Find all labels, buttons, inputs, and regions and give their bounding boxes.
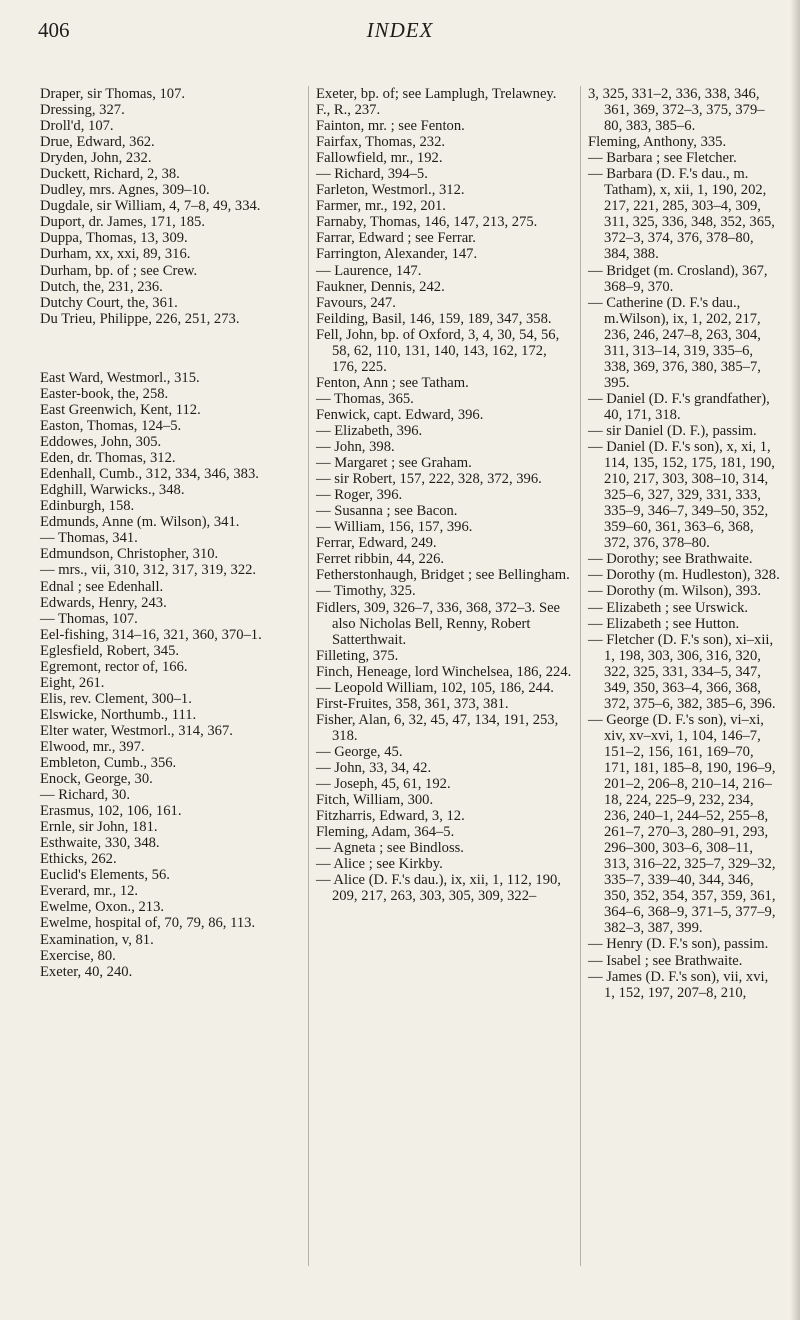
- column-divider: [308, 86, 309, 1266]
- index-entry: — Catherine (D. F.'s dau., m.Wilson), ix, 1, 202, 217, 236, 246, 247–8, 263, 304, 311, 313–14, 319, 335–6, 338, 369, 376, 380, 385–7, 395.: [588, 294, 761, 391]
- index-entry: Farrar, Edward ; see Ferrar.: [316, 230, 476, 247]
- index-entry: Everard, mr., 12.: [40, 883, 139, 900]
- index-entry: — Laurence, 147.: [316, 262, 422, 279]
- index-entry: Durham, xx, xxi, 89, 316.: [40, 246, 191, 263]
- index-entry: Ewelme, hospital of, 70, 79, 86, 113.: [40, 915, 256, 932]
- index-entry: Eel-fishing, 314–16, 321, 360, 370–1.: [40, 626, 262, 643]
- index-entry: Drue, Edward, 362.: [40, 134, 155, 151]
- index-entry: — Thomas, 107.: [40, 610, 138, 627]
- index-entry: Fidlers, 309, 326–7, 336, 368, 372–3. See also Nicholas Bell, Renny, Robert Satterthwait.: [316, 599, 561, 648]
- index-entry: Ednal ; see Edenhall.: [40, 578, 164, 595]
- index-entry: Farleton, Westmorl., 312.: [316, 182, 465, 199]
- index-entry: — sir Daniel (D. F.), passim.: [588, 422, 757, 439]
- index-entry: — Barbara (D. F.'s dau., m. Tatham), x, xii, 1, 190, 202, 217, 221, 285, 303–4, 309, 311, 325, 336, 348, 352, 365, 372–3, 374, 376, 378–80, 384, 388.: [588, 166, 775, 263]
- index-entry: Euclid's Elements, 56.: [40, 867, 170, 884]
- index-entry: Eden, dr. Thomas, 312.: [40, 450, 176, 467]
- index-entry: — Leopold William, 102, 105, 186, 244.: [316, 679, 554, 696]
- index-entry: — John, 398.: [316, 439, 395, 456]
- index-entry: Fleming, Adam, 364–5.: [316, 824, 455, 841]
- index-entry: Exercise, 80.: [40, 947, 116, 964]
- index-entry: Eglesfield, Robert, 345.: [40, 642, 180, 659]
- index-entry: Finch, Heneage, lord Winchelsea, 186, 224.: [316, 663, 572, 680]
- index-entry: Edwards, Henry, 243.: [40, 594, 167, 611]
- index-entry: Edmundson, Christopher, 310.: [40, 546, 219, 563]
- index-entry: Examination, v, 81.: [40, 931, 154, 948]
- index-entry: Embleton, Cumb., 356.: [40, 755, 177, 772]
- index-entry: Draper, sir Thomas, 107.: [40, 86, 186, 102]
- index-entry: Edenhall, Cumb., 312, 334, 346, 383.: [40, 466, 259, 483]
- index-entry: Elwood, mr., 397.: [40, 738, 145, 755]
- index-entry: Dudley, mrs. Agnes, 309–10.: [40, 182, 210, 199]
- index-entry: — Roger, 396.: [316, 487, 403, 504]
- index-entry: Feilding, Basil, 146, 159, 189, 347, 358.: [316, 310, 552, 327]
- index-entry: Exeter, bp. of; see Lamplugh, Trelawney.: [316, 86, 557, 102]
- index-entry: Droll'd, 107.: [40, 118, 114, 135]
- index-entry: Filleting, 375.: [316, 647, 399, 664]
- index-entry: — John, 33, 34, 42.: [316, 759, 432, 776]
- index-entry: Farmer, mr., 192, 201.: [316, 198, 446, 215]
- page-number: 406: [38, 18, 70, 42]
- index-entry: Egremont, rector of, 166.: [40, 658, 188, 675]
- index-entry: Fisher, Alan, 6, 32, 45, 47, 134, 191, 253, 318.: [316, 711, 559, 744]
- index-entry: Fainton, mr. ; see Fenton.: [316, 118, 465, 135]
- index-entry: First-Fruites, 358, 361, 373, 381.: [316, 695, 509, 712]
- index-entry: Fairfax, Thomas, 232.: [316, 134, 446, 151]
- index-entry: Fitch, William, 300.: [316, 792, 434, 809]
- index-entry: Elswicke, Northumb., 111.: [40, 706, 197, 723]
- index-entry: Ethicks, 262.: [40, 851, 117, 868]
- index-entry: Dressing, 327.: [40, 102, 125, 119]
- index-entry: Farrington, Alexander, 147.: [316, 246, 478, 263]
- index-entry: — Richard, 30.: [40, 787, 130, 804]
- index-entry: East Ward, Westmorl., 315.: [40, 369, 200, 386]
- index-entry: Edinburgh, 158.: [40, 498, 135, 515]
- index-entry: — Barbara ; see Fletcher.: [588, 150, 737, 167]
- index-entry: Favours, 247.: [316, 294, 396, 311]
- index-entry: 3, 325, 331–2, 336, 338, 346, 361, 369, 372–3, 375, 379–80, 383, 385–6.: [588, 86, 765, 135]
- index-entry: Ernle, sir John, 181.: [40, 819, 158, 836]
- index-entry: Durham, bp. of ; see Crew.: [40, 262, 198, 279]
- index-entry: Fitzharris, Edward, 3, 12.: [316, 808, 465, 825]
- index-entry: Easton, Thomas, 124–5.: [40, 418, 182, 435]
- index-entry: Enock, George, 30.: [40, 771, 153, 788]
- index-entry: — Alice ; see Kirkby.: [316, 856, 443, 873]
- index-entry: — Susanna ; see Bacon.: [316, 503, 458, 520]
- index-entry: Eight, 261.: [40, 674, 105, 691]
- page-title: INDEX: [366, 18, 434, 42]
- index-entry: — mrs., vii, 310, 312, 317, 319, 322.: [40, 562, 257, 579]
- index-entry: Fenton, Ann ; see Tatham.: [316, 374, 469, 391]
- index-entry: Fallowfield, mr., 192.: [316, 150, 443, 167]
- index-entry: Duport, dr. James, 171, 185.: [40, 214, 205, 231]
- index-entry: — Henry (D. F.'s son), passim.: [588, 936, 769, 953]
- index-entry: — George, 45.: [316, 743, 403, 760]
- index-entry: — William, 156, 157, 396.: [316, 519, 473, 536]
- index-entry: — Dorothy; see Brathwaite.: [588, 551, 753, 568]
- index-entry: — James (D. F.'s son), vii, xvi, 1, 152, 197, 207–8, 210,: [588, 968, 769, 1001]
- index-entry: Dutchy Court, the, 361.: [40, 294, 178, 311]
- index-entry: — Fletcher (D. F.'s son), xi–xii, 1, 198, 303, 306, 316, 320, 322, 325, 331, 334–5, 347, 349, 350, 363–4, 366, 368, 372, 375–6, 382, 385–6, 396.: [588, 631, 776, 712]
- index-entry: Ferret ribbin, 44, 226.: [316, 551, 445, 568]
- index-entry: Duckett, Richard, 2, 38.: [40, 166, 180, 183]
- index-entry: — Dorothy (m. Wilson), 393.: [588, 583, 762, 600]
- index-entry: Du Trieu, Philippe, 226, 251, 273.: [40, 310, 240, 327]
- index-entry: Exeter, 40, 240.: [40, 963, 133, 980]
- index-entry: Fenwick, capt. Edward, 396.: [316, 406, 484, 423]
- index-entry: — Elizabeth ; see Hutton.: [588, 615, 740, 632]
- index-entry: Edmunds, Anne (m. Wilson), 341.: [40, 514, 240, 531]
- index-entry: — Elizabeth ; see Urswick.: [588, 599, 749, 616]
- index-entry: — George (D. F.'s son), vi–xi, xiv, xv–xvi, 1, 104, 146–7, 151–2, 156, 161, 169–70, 171, 181, 185–8, 190, 196–9, 201–2, 206–8, 210–14, 216–18, 224, 225–9, 232, 234, 236, 240–1, 244–52, 255–8, 261–7, 270–3, 280–91, 293, 296–300, 303–6, 308–11, 313, 316–22, 325–7, 329–32, 335–7, 339–40, 344, 346, 350, 352, 354, 357, 359, 361, 364–6, 368–9, 371–5, 377–9, 382–3, 387, 399.: [588, 711, 776, 937]
- index-column-3: [588, 86, 780, 1001]
- index-entry: — Margaret ; see Graham.: [316, 455, 472, 472]
- index-entry: East Greenwich, Kent, 112.: [40, 401, 201, 418]
- index-entry: Dutch, the, 231, 236.: [40, 278, 163, 295]
- index-entry: Dryden, John, 232.: [40, 150, 152, 167]
- index-entry: Farnaby, Thomas, 146, 147, 213, 275.: [316, 214, 538, 231]
- index-entry: Easter-book, the, 258.: [40, 385, 169, 402]
- index-entry: — Daniel (D. F.'s son), x, xi, 1, 114, 135, 152, 175, 181, 190, 210, 217, 303, 308–10, 314, 325–6, 327, 329, 331, 333, 335–9, 346–7, 349–50, 352, 359–60, 361, 363–6, 368, 372, 376, 378–80.: [588, 439, 775, 552]
- index-entry: — Daniel (D. F.'s grandfather), 40, 171, 318.: [588, 390, 770, 423]
- index-entry: — Isabel ; see Brathwaite.: [588, 952, 743, 969]
- index-column-1: [40, 86, 300, 980]
- page-edge-shadow: [790, 0, 800, 1320]
- index-entry: — Timothy, 325.: [316, 583, 416, 600]
- index-entry: Elis, rev. Clement, 300–1.: [40, 690, 192, 707]
- section-gap: [40, 341, 300, 355]
- index-entry: — Bridget (m. Crosland), 367, 368–9, 370.: [588, 262, 768, 295]
- index-entry: — Elizabeth, 396.: [316, 422, 423, 439]
- index-column-2: [316, 86, 572, 904]
- index-entry: Fleming, Anthony, 335.: [588, 134, 727, 151]
- index-entry: Fetherstonhaugh, Bridget ; see Bellingham.: [316, 567, 570, 584]
- index-entry: Esthwaite, 330, 348.: [40, 835, 160, 852]
- index-entry: Faukner, Dennis, 242.: [316, 278, 445, 295]
- index-entry: — sir Robert, 157, 222, 328, 372, 396.: [316, 471, 542, 488]
- index-entry: — Dorothy (m. Hudleston), 328.: [588, 567, 780, 584]
- index-entry: Dugdale, sir William, 4, 7–8, 49, 334.: [40, 198, 261, 215]
- index-entry: — Agneta ; see Bindloss.: [316, 840, 464, 857]
- index-entry: Edghill, Warwicks., 348.: [40, 482, 185, 499]
- index-entry: — Alice (D. F.'s dau.), ix, xii, 1, 112, 190, 209, 217, 263, 303, 305, 309, 322–: [316, 872, 561, 905]
- index-entry: Elter water, Westmorl., 314, 367.: [40, 722, 233, 739]
- index-entry: Eddowes, John, 305.: [40, 434, 162, 451]
- index-entry: — Thomas, 341.: [40, 530, 138, 547]
- index-entry: — Richard, 394–5.: [316, 166, 428, 183]
- index-entry: — Joseph, 45, 61, 192.: [316, 776, 451, 793]
- column-divider: [580, 86, 581, 1266]
- index-entry: F., R., 237.: [316, 102, 381, 119]
- index-entry: Fell, John, bp. of Oxford, 3, 4, 30, 54, 56, 58, 62, 110, 131, 140, 143, 162, 172, 176, 225.: [316, 326, 560, 375]
- index-entry: Ewelme, Oxon., 213.: [40, 899, 165, 916]
- index-entry: — Thomas, 365.: [316, 390, 414, 407]
- index-entry: Duppa, Thomas, 13, 309.: [40, 230, 188, 247]
- index-entry: Ferrar, Edward, 249.: [316, 535, 437, 552]
- index-entry: Erasmus, 102, 106, 161.: [40, 803, 182, 820]
